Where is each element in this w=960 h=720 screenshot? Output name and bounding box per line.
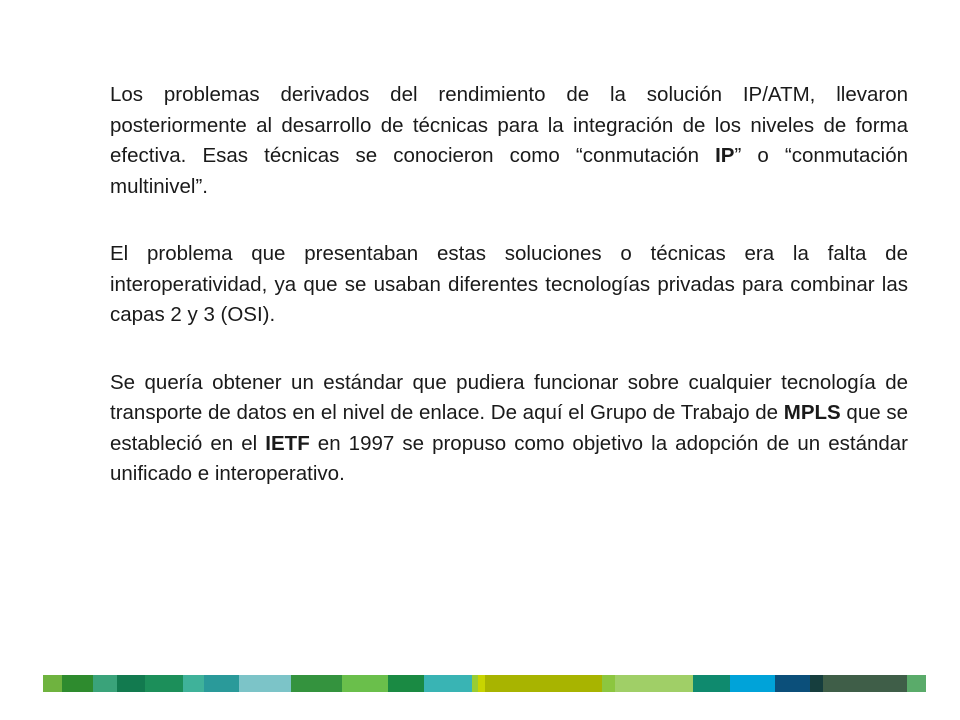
slide-body [110, 80, 908, 527]
footer-color-segment [615, 675, 693, 692]
bold-term-ip: IP [715, 144, 735, 167]
footer-color-segment [93, 675, 116, 692]
footer-color-segment [204, 675, 239, 692]
paragraph-1 [110, 80, 908, 202]
footer-color-segment [485, 675, 603, 692]
bold-term-ietf: IETF [265, 431, 310, 455]
text-segment: El problema que presentaban estas soluciones o técnicas era la falta de interoperatividad, ya que se usaban diferentes tecnologías privadas para combinar las capas 2 y 3 (OSI). [110, 242, 908, 326]
footer-color-segment [730, 675, 774, 692]
footer-color-segment [239, 675, 292, 692]
footer-color-segment [424, 675, 472, 692]
text-segment: en 1997 se propuso como objetivo la adopción de un estándar unificado e interoperativo. [110, 431, 908, 485]
text-segment: ” o “conmutación multinivel”. [110, 144, 908, 198]
footer-color-segment [388, 675, 424, 692]
footer-color-segment [342, 675, 388, 692]
footer-color-segment [117, 675, 145, 692]
footer-color-segment [775, 675, 811, 692]
text-segment: Los problemas derivados del rendimiento de la solución IP/ATM, llevaron posteriormente al desarrollo de técnicas para la integración de los niveles de forma efectiva. Esas técnicas se conocieron como “conmutación [110, 83, 908, 167]
bold-term-mpls: MPLS [783, 401, 841, 424]
footer-color-segment [291, 675, 341, 692]
text-segment: que se estableció en el [110, 401, 908, 455]
paragraph-2 [110, 239, 908, 331]
paragraph-3 [110, 368, 908, 490]
footer-color-segment [62, 675, 94, 692]
footer-color-segment [602, 675, 615, 692]
footer-color-segment [823, 675, 907, 692]
footer-color-segment [810, 675, 823, 692]
footer-color-segment [43, 675, 62, 692]
footer-color-bar [43, 675, 926, 692]
footer-color-segment [145, 675, 183, 692]
text-segment: Se quería obtener un estándar que pudiera funcionar sobre cualquier tecnología de transporte de datos en el nivel de enlace. De aquí el Grupo de Trabajo de [110, 370, 908, 424]
footer-color-segment [907, 675, 926, 692]
footer-color-segment [183, 675, 204, 692]
footer-color-segment [693, 675, 731, 692]
